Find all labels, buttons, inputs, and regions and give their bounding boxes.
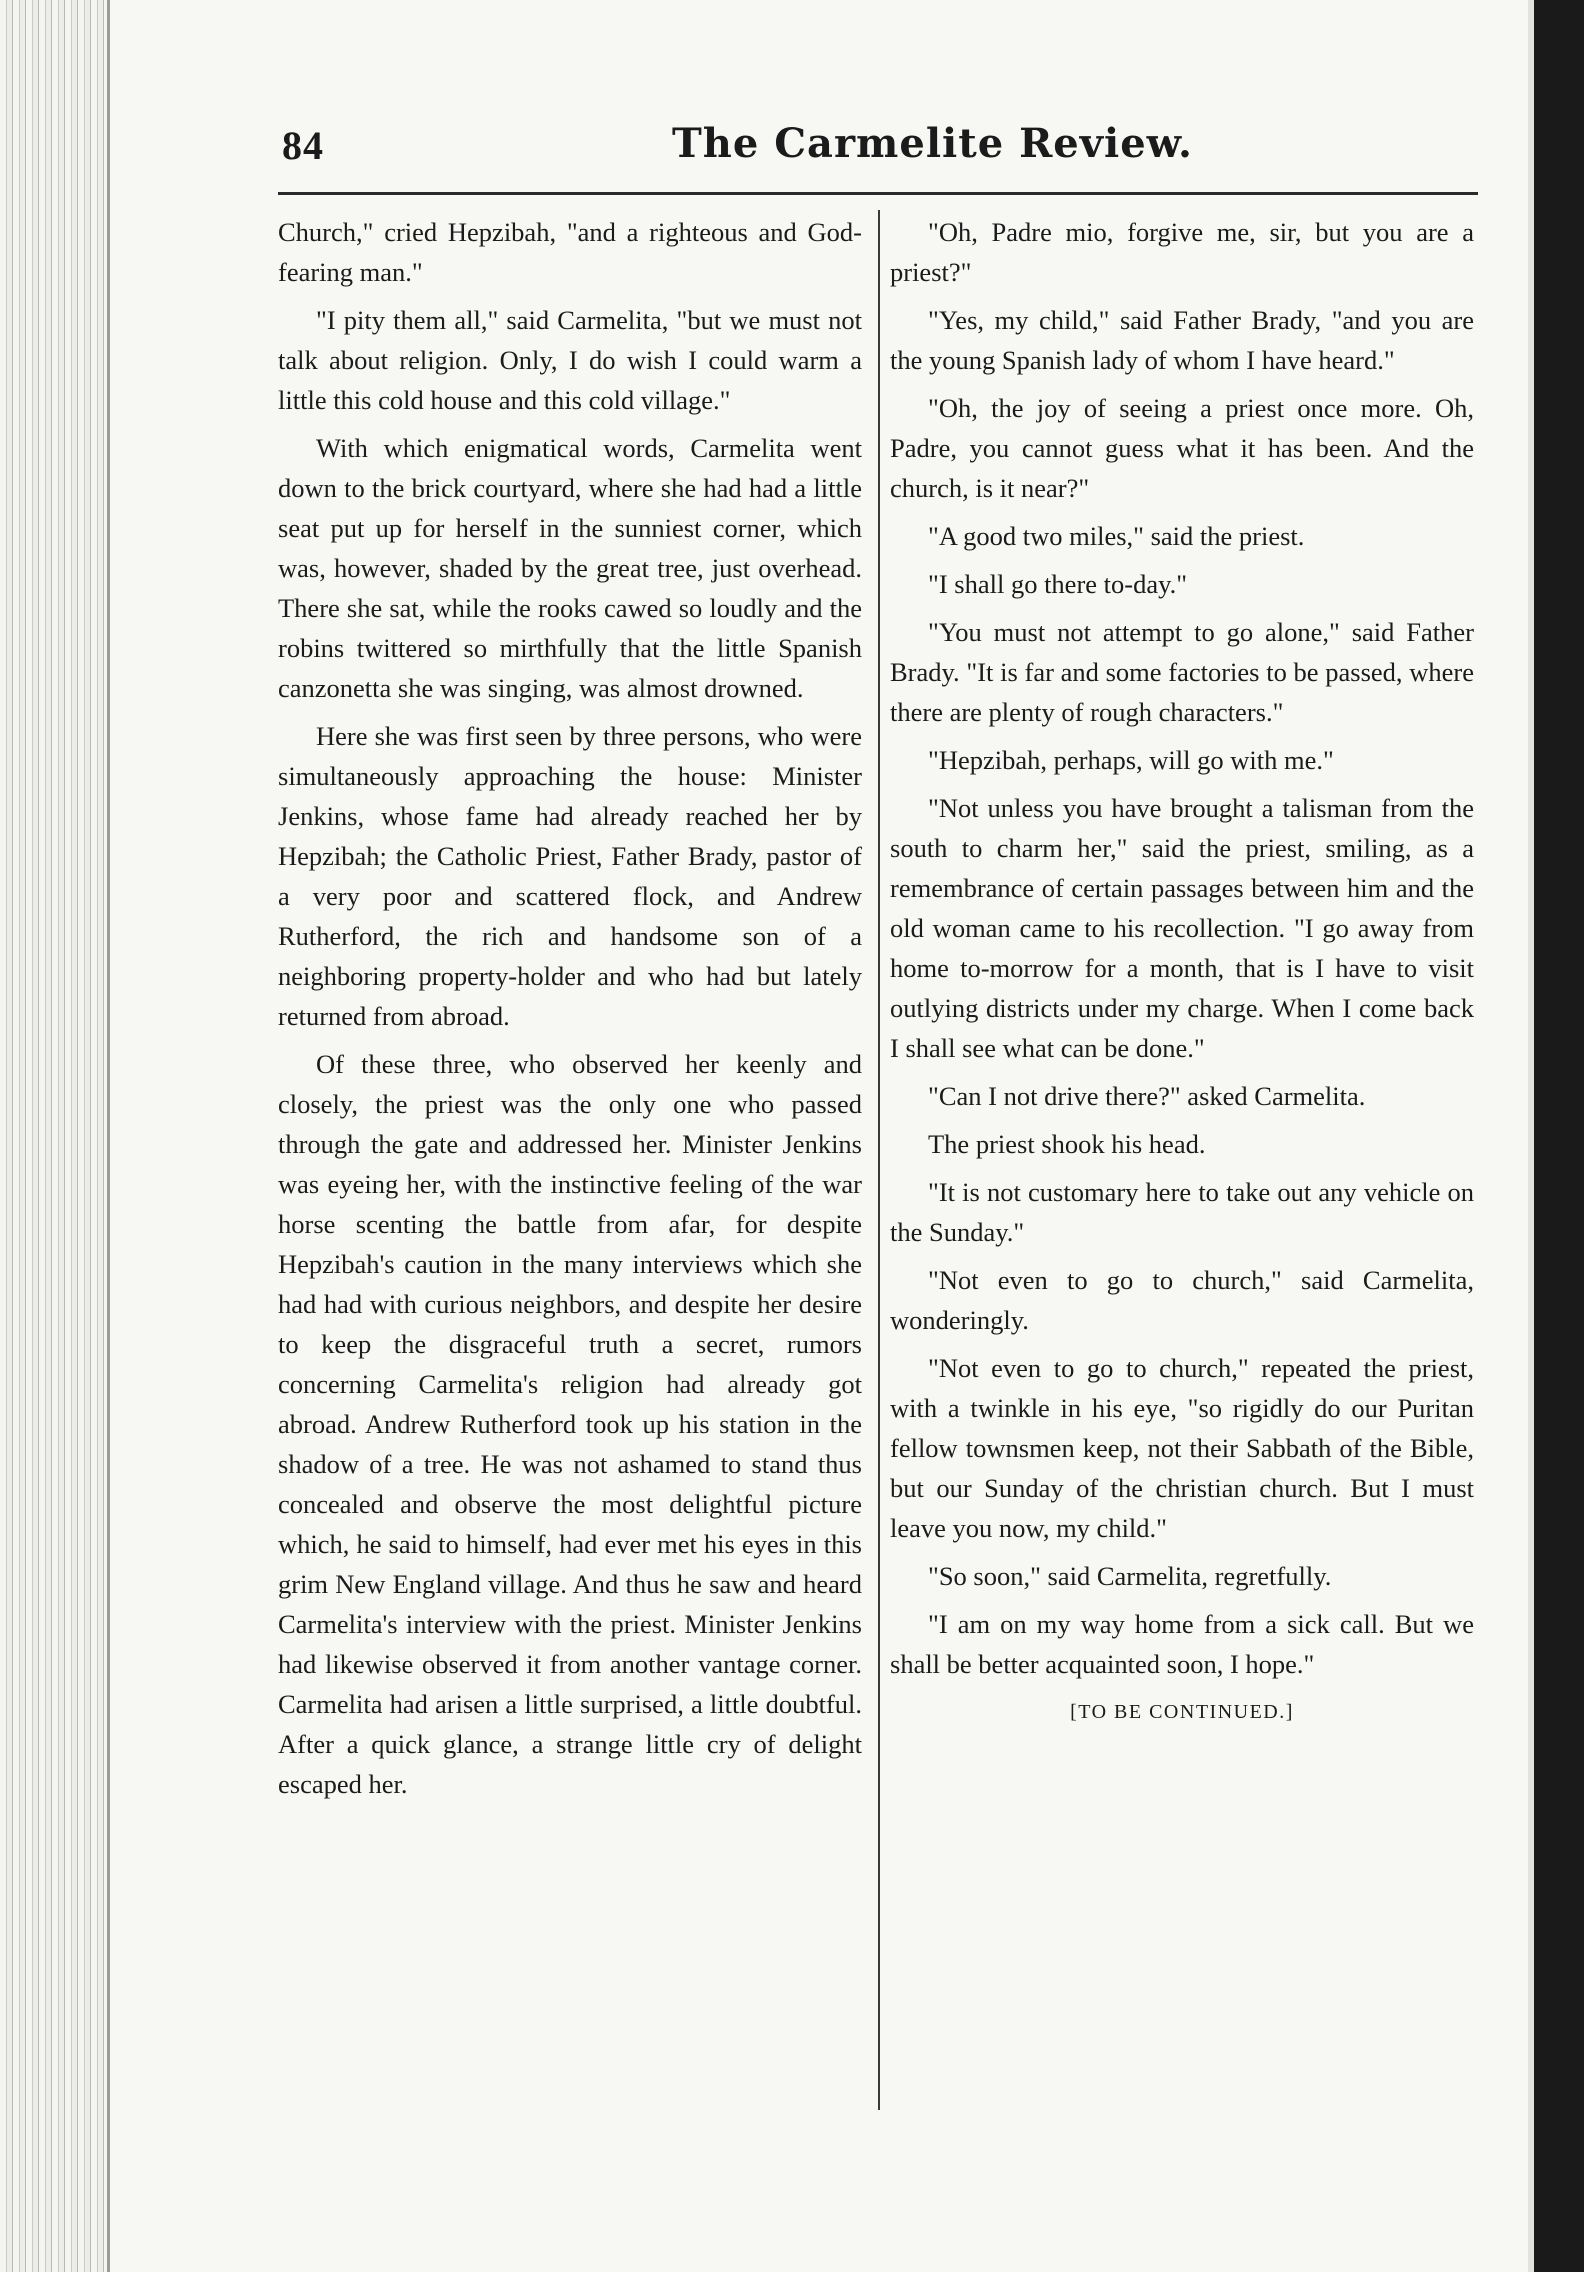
- right-column: [890, 212, 1474, 1732]
- paragraph: "You must not attempt to go alone," said Father Brady. "It is far and some factories to be passed, where there are plenty of rough characters.": [890, 617, 1474, 727]
- paragraph: "Can I not drive there?" asked Carmelita.: [928, 1081, 1366, 1111]
- paragraph: "It is not customary here to take out any vehicle on the Sunday.": [890, 1177, 1474, 1247]
- paragraph: "Oh, the joy of seeing a priest once more. Oh, Padre, you cannot guess what it has been. And the church, is it near?": [890, 393, 1474, 503]
- paragraph: "So soon," said Carmelita, regretfully.: [928, 1561, 1332, 1591]
- paragraph: Here she was first seen by three persons, who were simultaneously approaching the house: Minister Jenkins, whose fame had already reached her by Hepzibah; the Catholic Priest, Father Brady, pastor of a very poor and scattered flock, and Andrew Rutherford, the rich and handsome son of a neighboring property-holder and who had but lately returned from abroad.: [278, 721, 862, 1031]
- paragraph: With which enigmatical words, Carmelita went down to the brick courtyard, where she had had a little seat put up for herself in the sunniest corner, which was, however, shaded by the great tree, just overhead. There she sat, while the rooks cawed so loudly and the robins twittered so mirthfully that the little Spanish canzonetta she was singing, was almost drowned.: [278, 433, 862, 703]
- page-header: [282, 122, 1482, 182]
- running-title: The Carmelite Review.: [672, 120, 1193, 167]
- page-number: 84: [282, 123, 324, 168]
- left-column: [278, 212, 862, 1812]
- paragraph: "Not unless you have brought a talisman from the south to charm her," said the priest, smiling, as a remembrance of certain passages between him and the old woman came to his recollection. "I go away from home to-morrow for a month, that is I have to visit outlying districts under my charge. When I come back I shall see what can be done.": [890, 793, 1474, 1063]
- column-divider: [878, 210, 880, 2110]
- paragraph: Of these three, who observed her keenly and closely, the priest was the only one who passed through the gate and addressed her. Minister Jenkins was eyeing her, with the instinctive feeling of the war horse scenting the battle from afar, for despite Hepzibah's caution in the many interviews which she had had with curious neighbors, and despite her desire to keep the disgraceful truth a secret, rumors concerning Carmelita's religion had already got abroad. Andrew Rutherford took up his station in the shadow of a tree. He was not ashamed to stand thus concealed and observe the most delightful picture which, he said to himself, had ever met his eyes in this grim New England village. And thus he saw and heard Carmelita's interview with the priest. Minister Jenkins had likewise observed it from another vantage corner. Carmelita had arisen a little surprised, a little doubtful. After a quick glance, a strange little cry of delight escaped her.: [278, 1049, 862, 1799]
- paragraph: Church," cried Hepzibah, "and a righteous and God-fearing man.": [278, 217, 862, 287]
- paragraph: "Not even to go to church," repeated the priest, with a twinkle in his eye, "so rigidly do our Puritan fellow townsmen keep, not their Sabbath of the Bible, but our Sunday of the christian church. But I must leave you now, my child.": [890, 1353, 1474, 1543]
- book-binding: [1534, 0, 1584, 2272]
- paragraph: "I am on my way home from a sick call. But we shall be better acquainted soon, I hope.": [890, 1609, 1474, 1679]
- paragraph: "A good two miles," said the priest.: [928, 521, 1305, 551]
- page-edge-leaves: [0, 0, 110, 2272]
- header-rule: [278, 192, 1478, 195]
- to-be-continued-note: [TO BE CONTINUED.]: [1070, 1701, 1294, 1723]
- paragraph: "Hepzibah, perhaps, will go with me.": [928, 745, 1334, 775]
- paragraph: The priest shook his head.: [928, 1129, 1206, 1159]
- paragraph: "Oh, Padre mio, forgive me, sir, but you are a priest?": [890, 217, 1474, 287]
- paragraph: "Not even to go to church," said Carmelita, wonderingly.: [890, 1265, 1474, 1335]
- paragraph: "Yes, my child," said Father Brady, "and you are the young Spanish lady of whom I have heard.": [890, 305, 1474, 375]
- paragraph: "I shall go there to-day.": [928, 569, 1188, 599]
- paragraph: "I pity them all," said Carmelita, "but we must not talk about religion. Only, I do wish I could warm a little this cold house and this cold village.": [278, 305, 862, 415]
